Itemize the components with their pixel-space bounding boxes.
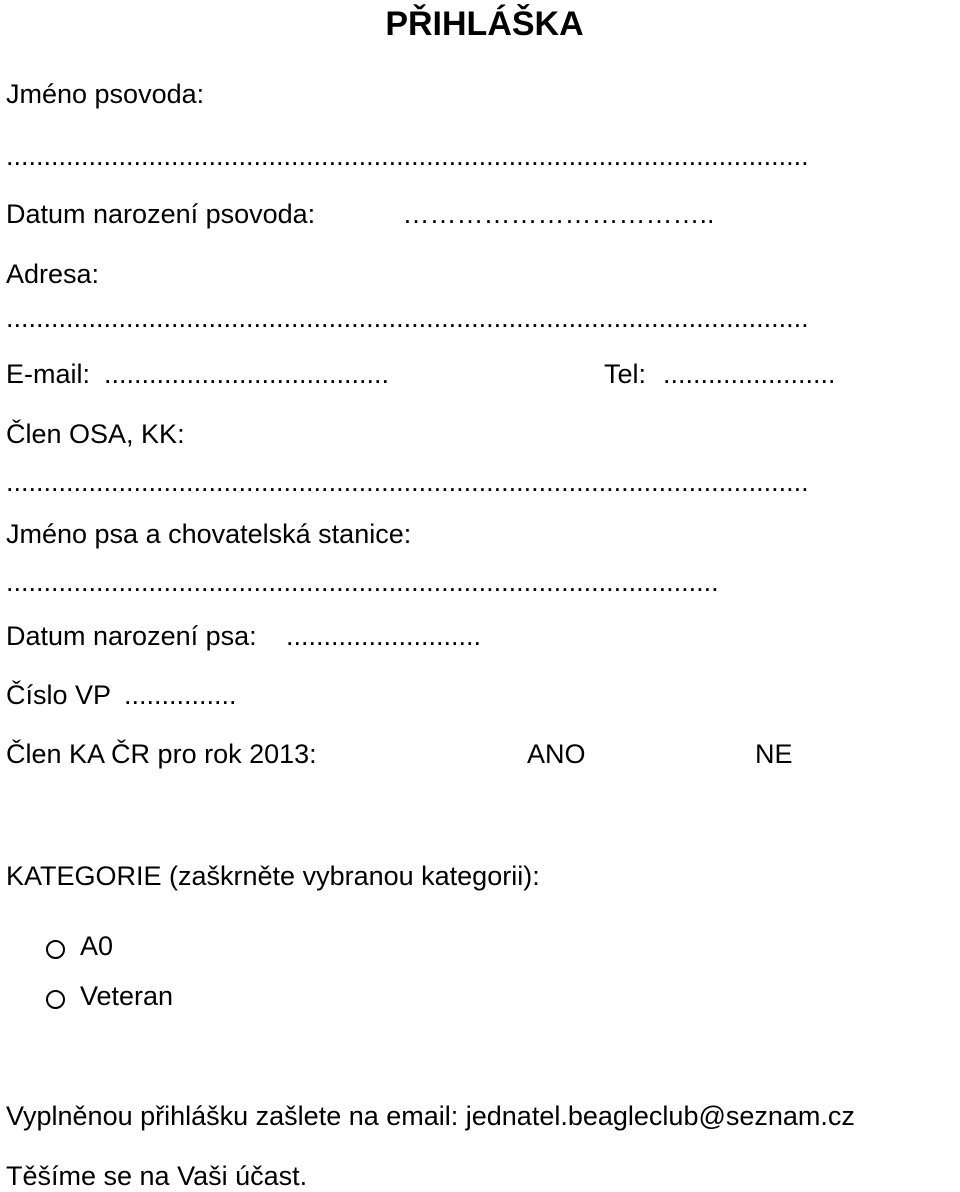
member-osa-field[interactable]: ........................................................................................................... bbox=[6, 467, 809, 497]
email-field[interactable]: ...................................... bbox=[104, 359, 390, 389]
email-label: E-mail: bbox=[6, 359, 91, 389]
address-field[interactable]: ........................................................................................................... bbox=[6, 303, 809, 333]
category-veteran-radio[interactable] bbox=[46, 990, 65, 1009]
footer-thanks: Těšíme se na Vaši účast. bbox=[6, 1161, 308, 1191]
category-heading: KATEGORIE (zaškrněte vybranou kategorii): bbox=[6, 861, 540, 891]
member-ka-label: Člen KA ČR pro rok 2013: bbox=[6, 739, 317, 769]
dog-name-label: Jméno psa a chovatelská stanice: bbox=[6, 519, 412, 549]
category-a0-radio[interactable] bbox=[46, 940, 65, 959]
vp-label: Číslo VP bbox=[6, 680, 112, 710]
dog-birth-field[interactable]: .......................... bbox=[286, 621, 482, 651]
handler-birth-label: Datum narození psovoda: bbox=[6, 199, 316, 229]
member-ka-yes-option[interactable]: ANO bbox=[527, 739, 586, 769]
handler-name-label: Jméno psovoda: bbox=[6, 79, 205, 109]
address-label: Adresa: bbox=[6, 259, 100, 289]
dog-birth-label: Datum narození psa: bbox=[6, 621, 257, 651]
category-a0-label: A0 bbox=[80, 931, 114, 961]
member-osa-label: Člen OSA, KK: bbox=[6, 419, 185, 449]
handler-name-field[interactable]: ........................................................................................................... bbox=[6, 141, 809, 171]
footer-send-instructions: Vyplněnou přihlášku zašlete na email: jednatel.beagleclub@seznam.cz bbox=[6, 1101, 855, 1131]
form-title: PŘIHLÁŠKA bbox=[385, 5, 584, 43]
tel-label: Tel: bbox=[604, 359, 647, 389]
category-veteran-label: Veteran bbox=[80, 981, 174, 1011]
member-ka-no-option[interactable]: NE bbox=[755, 739, 793, 769]
handler-birth-field[interactable]: …………………………….. bbox=[350, 199, 715, 229]
dog-name-field[interactable]: ............................................................................................... bbox=[6, 567, 719, 597]
vp-field[interactable]: ............... bbox=[124, 680, 237, 710]
tel-field[interactable]: ....................... bbox=[663, 359, 836, 389]
